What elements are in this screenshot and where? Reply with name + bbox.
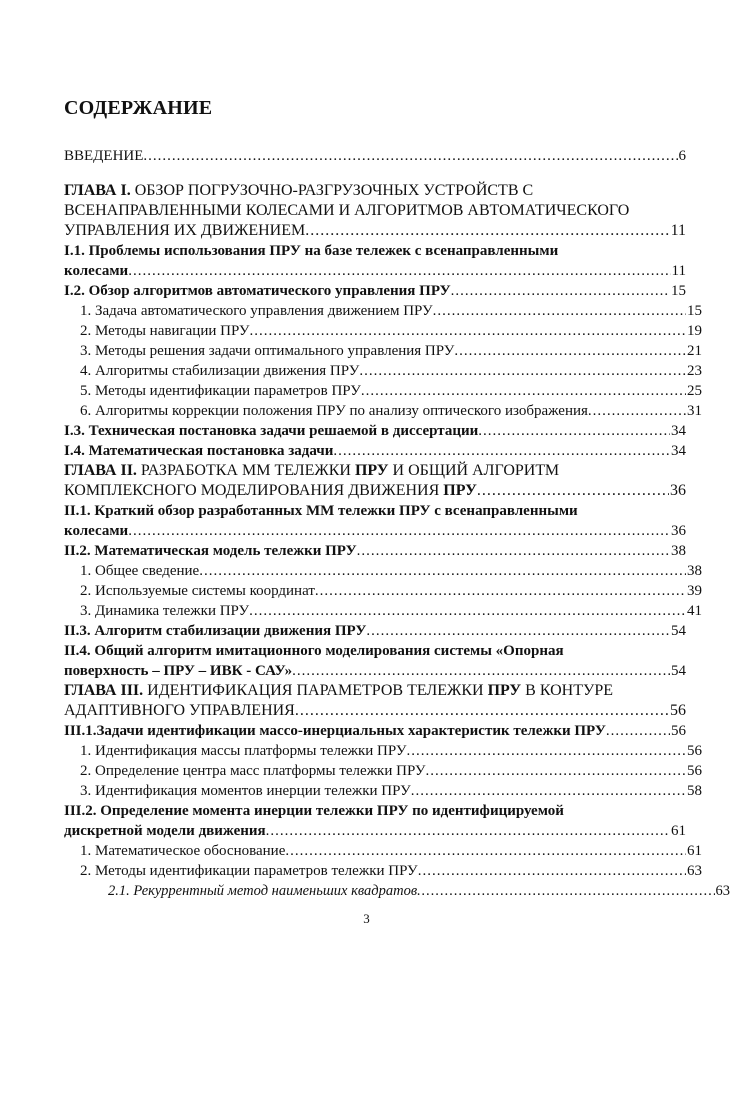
toc-entry-section-3-2[interactable] (64, 801, 686, 841)
toc-entry-title: колесами (64, 523, 129, 539)
toc-entry-introduction[interactable] (64, 146, 686, 166)
toc-page-number: 56 (687, 743, 702, 759)
toc-entry-chapter-3[interactable] (64, 681, 686, 721)
toc-entry-section-2-1[interactable] (64, 501, 686, 541)
toc-entry-title: III.2. Определение момента инерции тележки ПРУ по идентифицируемой (64, 803, 564, 819)
toc-entry-title: 1. Идентификация массы платформы тележки ПРУ (80, 743, 407, 759)
toc-page-number: 11 (671, 263, 686, 279)
toc-entry-title: 3. Динамика тележки ПРУ (80, 603, 250, 619)
toc-entry-title: 2. Используемые системы координат (80, 583, 315, 599)
toc-page-number: 15 (687, 303, 702, 319)
toc-entry-section-2-2[interactable] (64, 541, 686, 561)
toc-entry-subsection[interactable] (64, 781, 702, 801)
toc-entry-title: поверхность – ПРУ – ИВК - САУ» (64, 663, 293, 679)
toc-entry-subsection[interactable] (64, 381, 702, 401)
toc-page-number: 63 (687, 863, 702, 879)
toc-entry-subsection[interactable] (64, 761, 702, 781)
chapter-prefix: ГЛАВА II. (64, 462, 137, 479)
chapter-title-line: АДАПТИВНОГО УПРАВЛЕНИЯ (64, 702, 295, 719)
toc-entry-title: колесами (64, 263, 129, 279)
chapter-title-line: КОМПЛЕКСНОГО МОДЕЛИРОВАНИЯ ДВИЖЕНИЯ (64, 482, 444, 499)
toc-entry-chapter-1[interactable] (64, 181, 686, 241)
toc-entry-title: 2. Определение центра масс платформы тележки ПРУ (80, 763, 426, 779)
toc-page-number: 21 (687, 343, 702, 359)
toc-page-number: 58 (687, 783, 702, 799)
toc-page-number: 41 (687, 603, 702, 619)
chapter-title-line: ИДЕНТИФИКАЦИЯ ПАРАМЕТРОВ ТЕЛЕЖКИ (143, 682, 488, 699)
chapter-title-line: ВСЕНАПРАВЛЕННЫМИ КОЛЕСАМИ И АЛГОРИТМОВ АВТОМАТИЧЕСКОГО (64, 202, 630, 219)
toc-entry-subsection[interactable] (64, 581, 702, 601)
chapter-title-bold: ПРУ (354, 462, 389, 479)
toc-entry-chapter-2[interactable] (64, 461, 686, 501)
toc-entry-title: 3. Идентификация моментов инерции тележки ПРУ (80, 783, 411, 799)
toc-entry-subsection[interactable] (64, 601, 702, 621)
toc-entry-title: 2. Методы идентификации параметров тележки ПРУ (80, 863, 418, 879)
toc-entry-subsection[interactable] (64, 401, 702, 421)
toc-entry-title: 2.1. Рекуррентный метод наименьших квадратов (108, 883, 418, 899)
toc-entry-subsection[interactable] (64, 341, 702, 361)
toc-entry-title: ВВЕДЕНИЕ (64, 148, 144, 164)
toc-page-number: 38 (687, 563, 702, 579)
page-title: СОДЕРЖАНИЕ (64, 97, 213, 119)
toc-page-number: 34 (671, 423, 686, 439)
toc-page-number: 61 (687, 843, 702, 859)
toc-entry-subsection[interactable] (64, 841, 702, 861)
page-number: 3 (363, 911, 370, 926)
toc-page-number: 25 (687, 383, 702, 399)
toc-entry-title: дискретной модели движения (64, 823, 266, 839)
chapter-title-bold: ПРУ (487, 682, 522, 699)
toc-entry-title: I.2. Обзор алгоритмов автоматического управления ПРУ (64, 283, 451, 299)
toc-entry-title: 1. Математическое обоснование (80, 843, 286, 859)
toc-entry-title: III.1.Задачи идентификации массо-инерциальных характеристик тележки ПРУ (64, 723, 606, 739)
toc-page-number: 38 (671, 543, 686, 559)
toc-entry-section-1-3[interactable] (64, 421, 686, 441)
toc-entry-subsection[interactable] (64, 321, 702, 341)
chapter-title-line: И ОБЩИЙ АЛГОРИТМ (388, 462, 560, 479)
toc-entry-section-3-1[interactable] (64, 721, 686, 741)
toc-page-number: 36 (670, 482, 686, 499)
toc-entry-section-2-4[interactable] (64, 641, 686, 681)
toc-entry-section-1-4[interactable] (64, 441, 686, 461)
toc-page-number: 6 (678, 148, 686, 164)
toc-page-number: 19 (687, 323, 702, 339)
toc-entry-subsection[interactable] (64, 361, 702, 381)
chapter-title-line: В КОНТУРЕ (521, 682, 613, 699)
toc-entry-title: 4. Алгоритмы стабилизации движения ПРУ (80, 363, 360, 379)
toc-entry-title: I.1. Проблемы использования ПРУ на базе тележек с всенаправленными (64, 243, 559, 259)
toc-entry-title: 5. Методы идентификации параметров ПРУ (80, 383, 361, 399)
toc-page-number: 23 (687, 363, 702, 379)
toc-page-number: 61 (671, 823, 686, 839)
toc-entry-title: 2. Методы навигации ПРУ (80, 323, 250, 339)
toc-entry-title: 6. Алгоритмы коррекции положения ПРУ по анализу оптического изображения (80, 403, 588, 419)
toc-entry-title: 1. Общее сведение (80, 563, 200, 579)
toc-entry-title: I.3. Техническая постановка задачи решаемой в диссертации (64, 423, 479, 439)
toc-entry-title: II.1. Краткий обзор разработанных ММ тележки ПРУ с всенаправленными (64, 503, 578, 519)
toc-entry-subsection[interactable] (64, 561, 702, 581)
chapter-title-line: РАЗРАБОТКА ММ ТЕЛЕЖКИ (136, 462, 355, 479)
toc-entry-title: II.3. Алгоритм стабилизации движения ПРУ (64, 623, 367, 639)
toc-entry-section-2-3[interactable] (64, 621, 686, 641)
toc-entry-subsubsection[interactable] (64, 881, 730, 901)
toc-page-number: 56 (670, 702, 686, 719)
toc-page-number: 39 (687, 583, 702, 599)
toc-entry-subsection[interactable] (64, 741, 702, 761)
toc-entry-title: II.4. Общий алгоритм имитационного моделирования системы «Опорная (64, 643, 564, 659)
toc-entry-title: 3. Методы решения задачи оптимального управления ПРУ (80, 343, 455, 359)
toc-entry-subsection[interactable] (64, 301, 702, 321)
toc-page-number: 31 (687, 403, 702, 419)
chapter-title-bold: ПРУ (443, 482, 477, 499)
toc-page-number: 56 (687, 763, 702, 779)
toc-page-number: 36 (671, 523, 686, 539)
toc-entry-section-1-2[interactable] (64, 281, 686, 301)
toc-entry-title: 1. Задача автоматического управления движением ПРУ (80, 303, 433, 319)
toc-page-number: 56 (671, 723, 686, 739)
toc-page-number: 34 (671, 443, 686, 459)
toc-page-number: 15 (671, 283, 686, 299)
chapter-title-line: УПРАВЛЕНИЯ ИХ ДВИЖЕНИЕМ (64, 222, 306, 239)
toc-entry-title: I.4. Математическая постановка задачи (64, 443, 334, 459)
toc-page-number: 54 (671, 663, 686, 679)
toc-page-number: 63 (715, 883, 730, 899)
toc-entry-section-1-1[interactable] (64, 241, 686, 281)
toc-page-number: 54 (671, 623, 686, 639)
chapter-prefix: ГЛАВА III. (64, 682, 144, 699)
toc-entry-subsection[interactable] (64, 861, 702, 881)
toc-entry-title: II.2. Математическая модель тележки ПРУ (64, 543, 357, 559)
toc-page-number: 11 (670, 222, 686, 239)
chapter-title-line: ОБЗОР ПОГРУЗОЧНО-РАЗГРУЗОЧНЫХ УСТРОЙСТВ С (130, 182, 534, 199)
chapter-prefix: ГЛАВА I. (64, 182, 131, 199)
